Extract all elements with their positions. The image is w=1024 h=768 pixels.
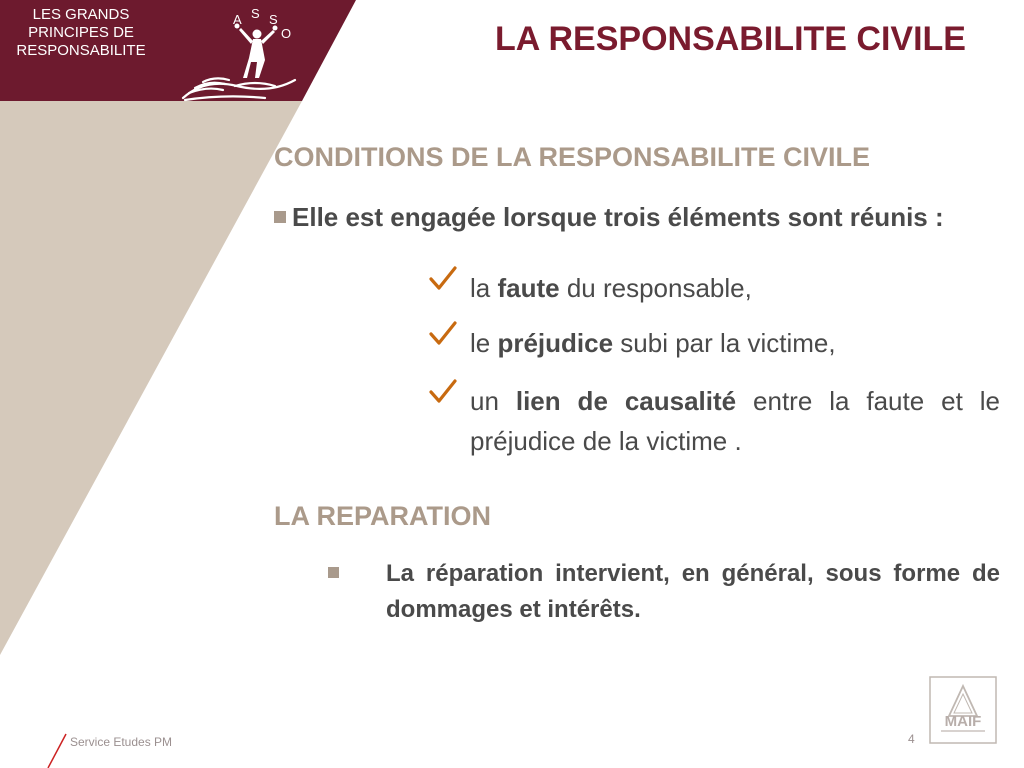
slide-title: LA RESPONSABILITE CIVILE	[494, 20, 966, 58]
section-heading-conditions: CONDITIONS DE LA RESPONSABILITE CIVILE	[274, 142, 871, 172]
section-heading-reparation: LA REPARATION	[274, 501, 491, 531]
maif-logo	[929, 676, 997, 744]
corner-label-line1: LES GRANDS	[32, 6, 130, 23]
red-slash-decoration	[44, 732, 70, 768]
asso-letter-o: O	[281, 26, 292, 41]
intro-bullet	[274, 202, 974, 232]
asso-letter-s2: S	[269, 12, 278, 27]
corner-label-line2: PRINCIPES DE	[28, 24, 134, 41]
square-bullet-icon	[328, 567, 339, 578]
footer-service-label: Service Etudes PM	[70, 735, 173, 749]
asso-juggler-logo	[175, 8, 300, 102]
maif-logo-text: MAIF	[944, 713, 982, 730]
asso-letter-a: A	[233, 12, 242, 27]
reparation-bullet	[328, 556, 1000, 628]
beige-diagonal-band	[0, 101, 302, 655]
reparation-text: La réparation intervient, en général, sous forme de dommages et intérêts.	[386, 560, 1000, 623]
checkmark-icon	[428, 377, 458, 407]
condition-item-causalite: un lien de causalité entre la faute et le préjudice de la victime .	[428, 381, 1000, 461]
intro-text: Elle est engagée lorsque trois éléments sont réunis :	[292, 202, 944, 232]
square-bullet-icon	[274, 211, 286, 223]
condition-item-faute: la faute du responsable,	[428, 268, 1000, 308]
corner-section-label	[0, 6, 162, 60]
condition-item-prejudice: le préjudice subi par la victime,	[428, 323, 1000, 363]
page-number: 4	[908, 732, 915, 746]
checkmark-icon	[428, 264, 458, 294]
checkmark-icon	[428, 319, 458, 349]
asso-letter-s1: S	[251, 8, 260, 21]
corner-label-line3: RESPONSABILITE	[16, 42, 146, 59]
